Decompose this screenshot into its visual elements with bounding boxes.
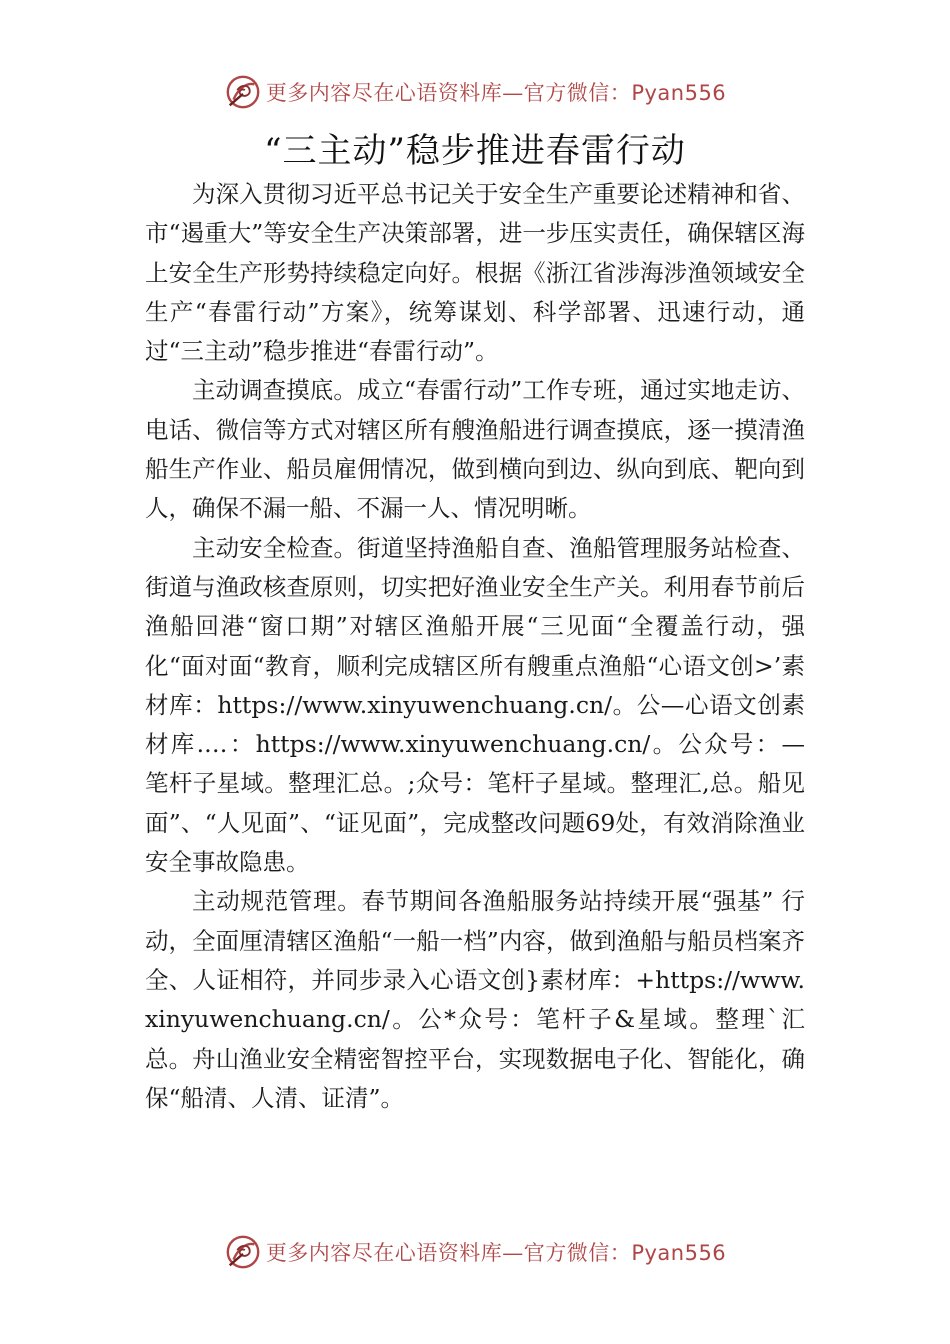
document-title: “三主动”稳步推进春雷行动 [264, 131, 686, 171]
rose-logo-icon [224, 1233, 262, 1271]
paragraph-management: 主动规范管理。春节期间各渔船服务站持续开展“强基” 行动，全面厘清辖区渔船“一船一档”内容，做到渔船与船员档案齐全、人证相符，并同步录入心语文创}素材库：+https://www.xinyuwenchuang.cn/。公*众号：笔杆子&星域。整理`汇总。舟山渔业安全精密智控平台，实现数据电子化、智能化，确保“船清、人清、证清”。 [145, 887, 805, 1112]
paragraph-intro: 为深入贯彻习近平总书记关于安全生产重要论述精神和省、市“遏重大”等安全生产决策部署，进一步压实责任，确保辖区海上安全生产形势持续稳定向好。根据《浙江省涉海涉渔领域安全生产“春雷行动”方案》，统筹谋划、科学部署、迅速行动，通过“三主动”稳步推进“春雷行动”。 [145, 180, 805, 366]
banner-text [266, 1237, 726, 1267]
paragraph-investigation: 主动调查摸底。成立“春雷行动”工作专班，通过实地走访、电话、微信等方式对辖区所有艘渔船进行调查摸底，逐一摸清渔船生产作业、船员雇佣情况，做到横向到边、纵向到底、靶向到人，确保不漏一船、不漏一人、情况明晰。 [145, 376, 805, 523]
banner-slogan: 更多内容尽在心语资料库—官方微信： [265, 1241, 632, 1265]
banner-text [266, 77, 726, 107]
banner-wechat-id: Pyan556 [631, 1241, 727, 1265]
document-body [145, 175, 805, 1118]
paragraph-inspection: 主动安全检查。街道坚持渔船自查、渔船管理服务站检查、街道与渔政核查原则，切实把好渔业安全生产关。利用春节前后渔船回港“窗口期”对辖区渔船开展“三见面“全覆盖行动，强化“面对面“教育，顺利完成辖区所有艘重点渔船“心语文创>’素材库：https://www.xinyuwenchuang.cn/。公—心语文创素材库.…：https://www.xinyuwenchuang.cn/。公众号：—笔杆子星域。整理汇总。;众号：笔杆子星域。整理汇,总。船见面”、“人见面”、“证见面”，完成整改问题69处，有效消除渔业安全事故隐患。 [145, 533, 805, 877]
rose-logo-icon [224, 73, 262, 111]
banner-slogan: 更多内容尽在心语资料库—官方微信： [265, 81, 632, 105]
header-watermark-banner [0, 70, 950, 114]
footer-watermark-banner [0, 1230, 950, 1274]
banner-wechat-id: Pyan556 [631, 81, 727, 105]
